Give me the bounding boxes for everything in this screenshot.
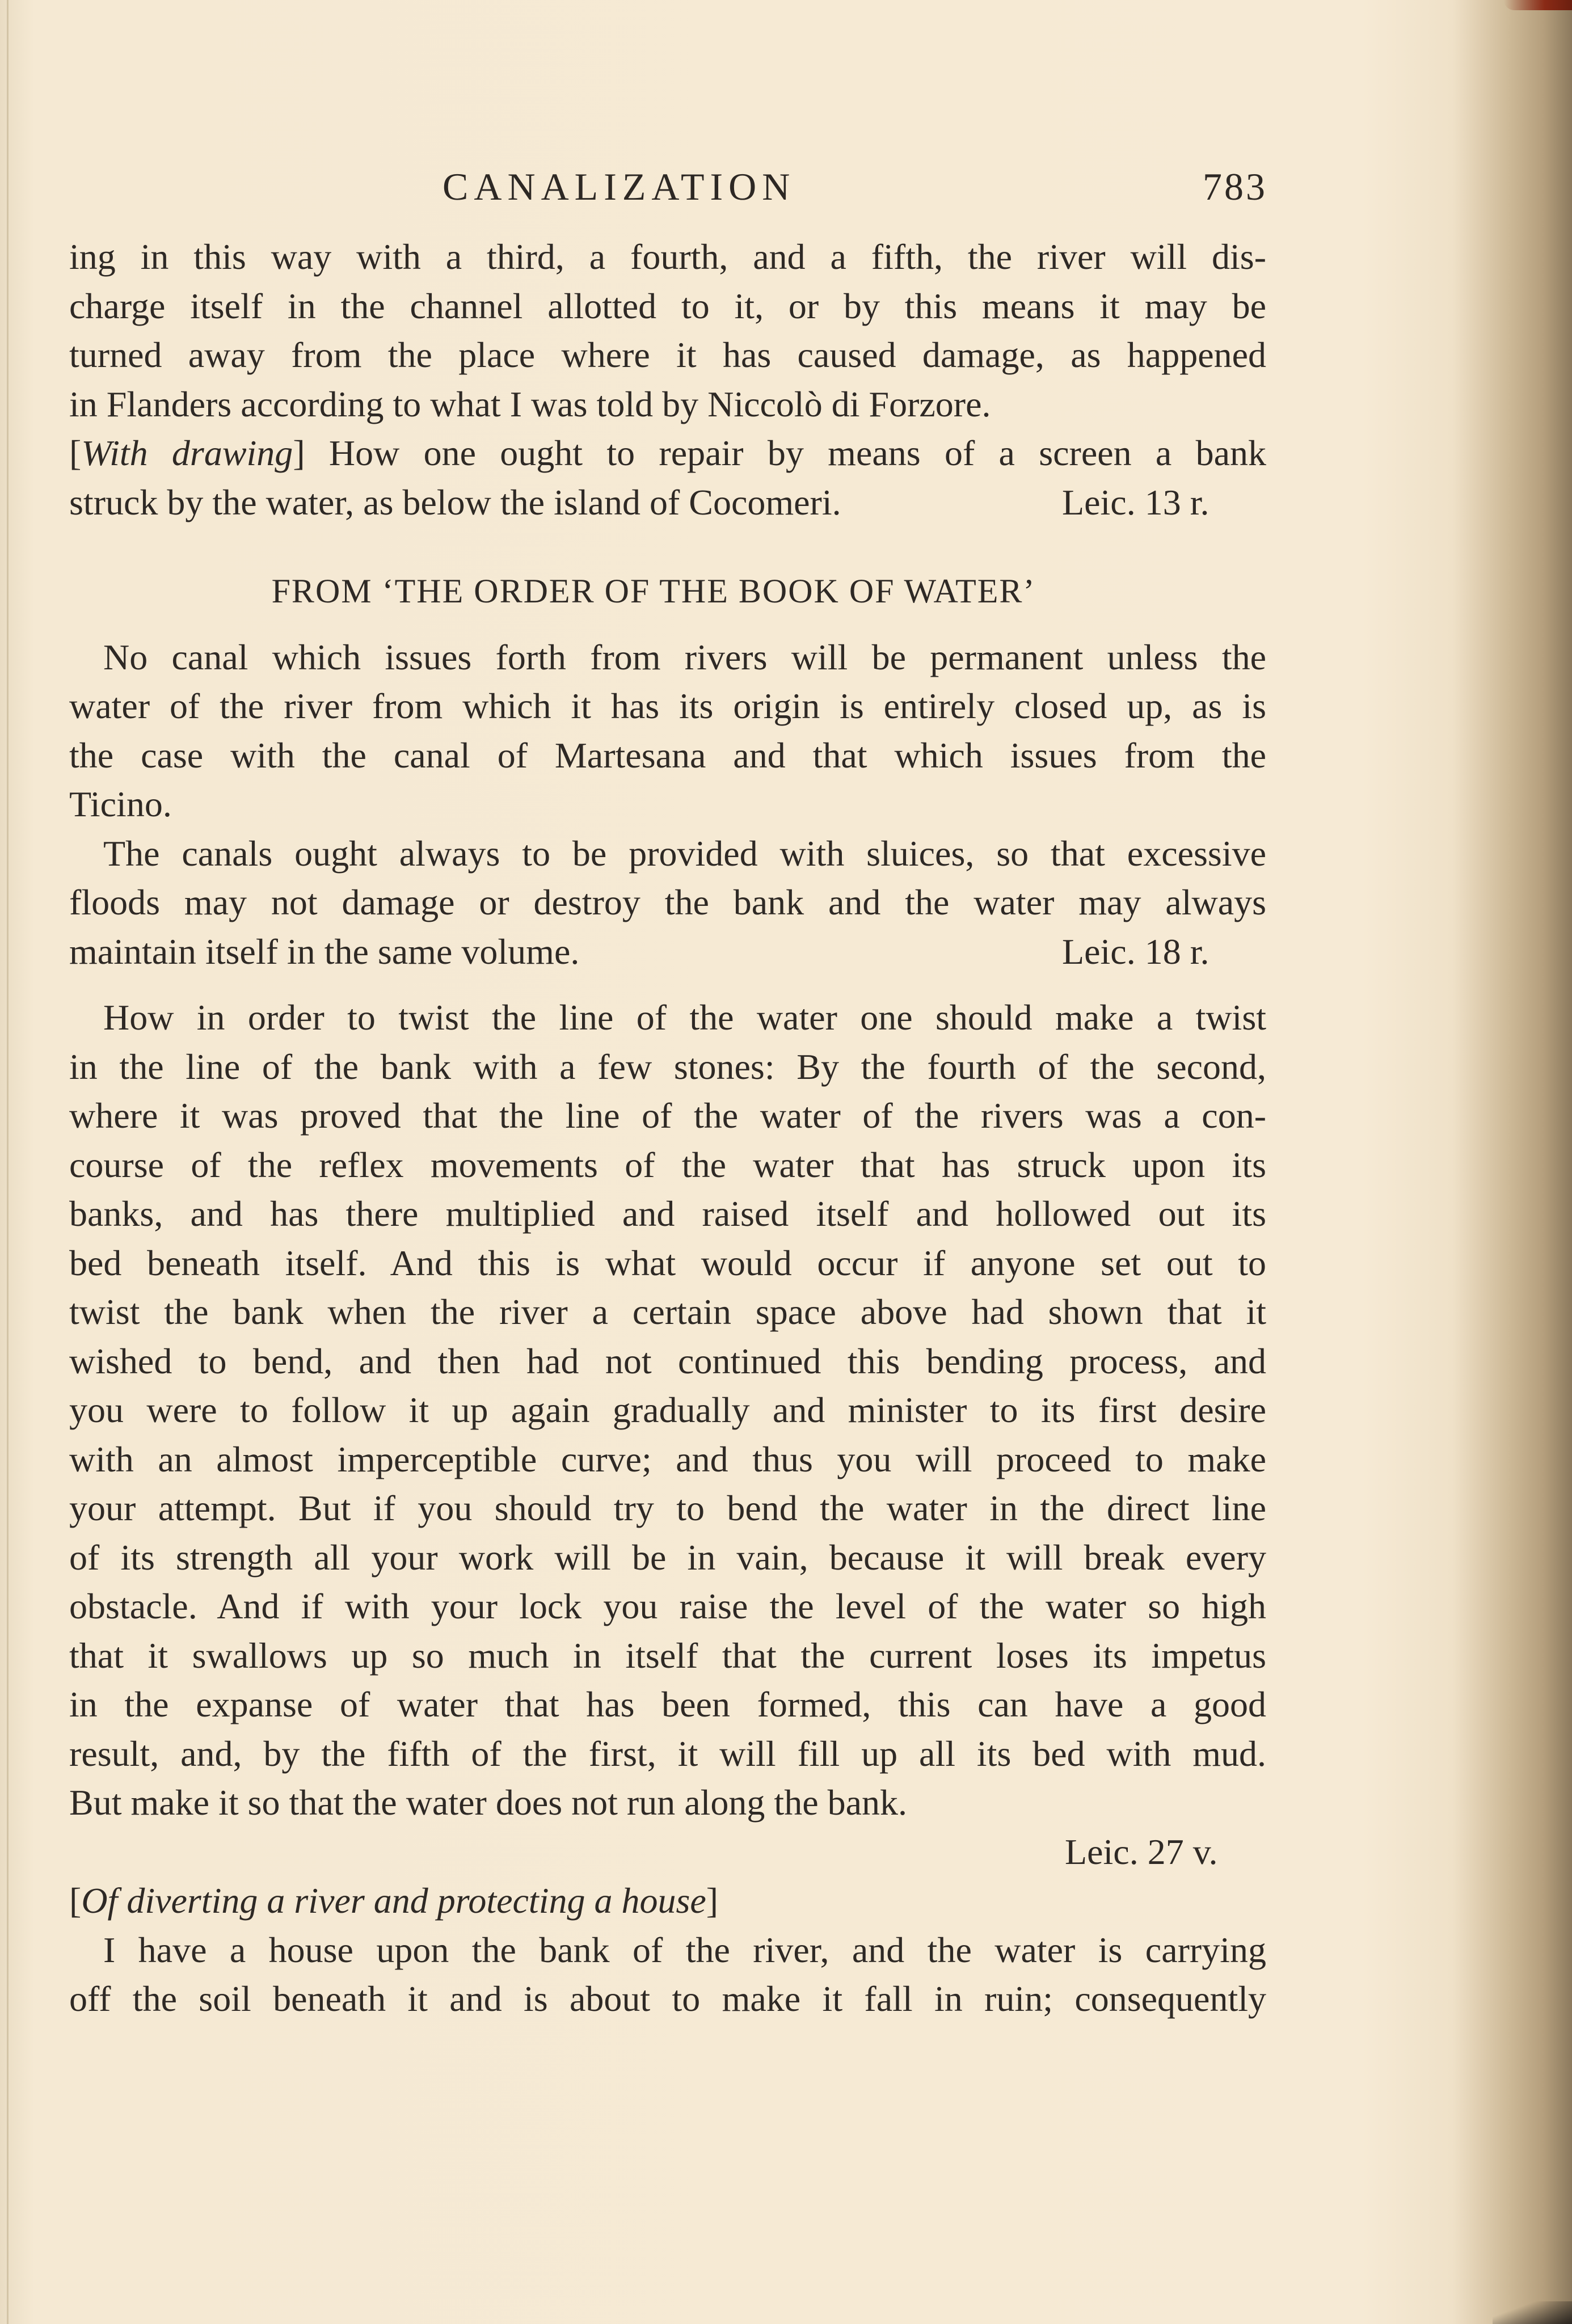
bracket: ] [293, 433, 305, 473]
manuscript-reference: Leic. 13 r. [1062, 482, 1209, 522]
text-line: in the line of the bank with a few stones: By the fourth of the second, [69, 1046, 1266, 1087]
editorial-title: Of diverting a river and protecting a house [81, 1880, 706, 1921]
bracket: ] [706, 1880, 719, 1921]
bracket: [ [69, 433, 82, 473]
text-line: floods may not damage or destroy the bank and the water may always [69, 882, 1266, 922]
text-fragment: struck by the water, as below the island of Cocomeri. [69, 482, 841, 522]
page-number: 783 [1203, 165, 1267, 208]
running-title: CANALIZATION [442, 165, 796, 208]
text-line: The canals ought always to be provided with sluices, so that excessive [103, 833, 1266, 874]
text-fragment: maintain itself in the same volume. [69, 931, 580, 972]
text-line: that it swallows up so much in itself that the current loses its impetus [69, 1635, 1266, 1676]
text-line: charge itself in the channel allotted to it, or by this means it may be [69, 285, 1266, 326]
text-line [69, 429, 1266, 478]
text-line: But make it so that the water does not run along the bank. [69, 1782, 907, 1823]
text-line: twist the bank when the river a certain space above had shown that it [69, 1292, 1266, 1332]
text-line: water of the river from which it has its origin is entirely closed up, as is [69, 686, 1266, 726]
text-line: bed beneath itself. And this is what would occur if anyone set out to [69, 1242, 1266, 1283]
text-line: in Flanders according to what I was told by Niccolò di Forzore. [69, 383, 991, 424]
paragraph-gap [69, 976, 1266, 993]
manuscript-reference: Leic. 18 r. [1062, 931, 1209, 972]
text-line: course of the reflex movements of the water that has struck upon its [69, 1144, 1266, 1185]
text-line: ing in this way with a third, a fourth, and a fifth, the river will dis- [69, 237, 1266, 277]
text-line: where it was proved that the line of the water of the rivers was a con- [69, 1095, 1266, 1136]
text-line [69, 927, 1266, 977]
text-line: How in order to twist the line of the water one should make a twist [103, 997, 1266, 1037]
text-line: the case with the canal of Martesana and that which issues from the [69, 735, 1266, 775]
text-line: wished to bend, and then had not continued this bending process, and [69, 1340, 1266, 1381]
text-block [69, 233, 1266, 2024]
bookmark-ribbon [1504, 0, 1572, 10]
editorial-note: With drawing [81, 433, 293, 473]
text-line: I have a house upon the bank of the river, and the water is carrying [103, 1929, 1266, 1970]
reference-line [69, 1828, 1266, 1877]
text-line: off the soil beneath it and is about to make it fall in ruin; consequently [69, 1979, 1266, 2019]
bracket: [ [69, 1880, 82, 1921]
text-line: Ticino. [69, 784, 172, 824]
text-line: No canal which issues forth from rivers will be permanent unless the [103, 636, 1266, 677]
manuscript-reference: Leic. 27 v. [1065, 1831, 1218, 1872]
text-line: with an almost imperceptible curve; and thus you will proceed to make [69, 1439, 1266, 1479]
text-line: turned away from the place where it has caused damage, as happened [69, 335, 1266, 375]
text-line: of its strength all your work will be in vain, because it will break every [69, 1537, 1266, 1578]
page-shadow-corner [1493, 2301, 1572, 2324]
text-line: banks, and has there multiplied and raised itself and hollowed out its [69, 1193, 1266, 1234]
text-line: your attempt. But if you should try to bend the water in the direct line [69, 1488, 1266, 1528]
page-edge-line [7, 0, 9, 2324]
text-line [69, 478, 1266, 528]
text-line: result, and, by the fifth of the first, it will fill up all its bed with mud. [69, 1733, 1266, 1774]
text-line [69, 1876, 1266, 1926]
text-line: obstacle. And if with your lock you raise the level of the water so high [69, 1586, 1266, 1626]
section-heading: FROM ‘THE ORDER OF THE BOOK OF WATER’ [271, 572, 1036, 610]
text-fragment: How one ought to repair by means of a screen a bank [305, 433, 1267, 473]
text-line: in the expanse of water that has been formed, this can have a good [69, 1684, 1266, 1724]
text-line: you were to follow it up again gradually and minister to its first desire [69, 1390, 1266, 1430]
